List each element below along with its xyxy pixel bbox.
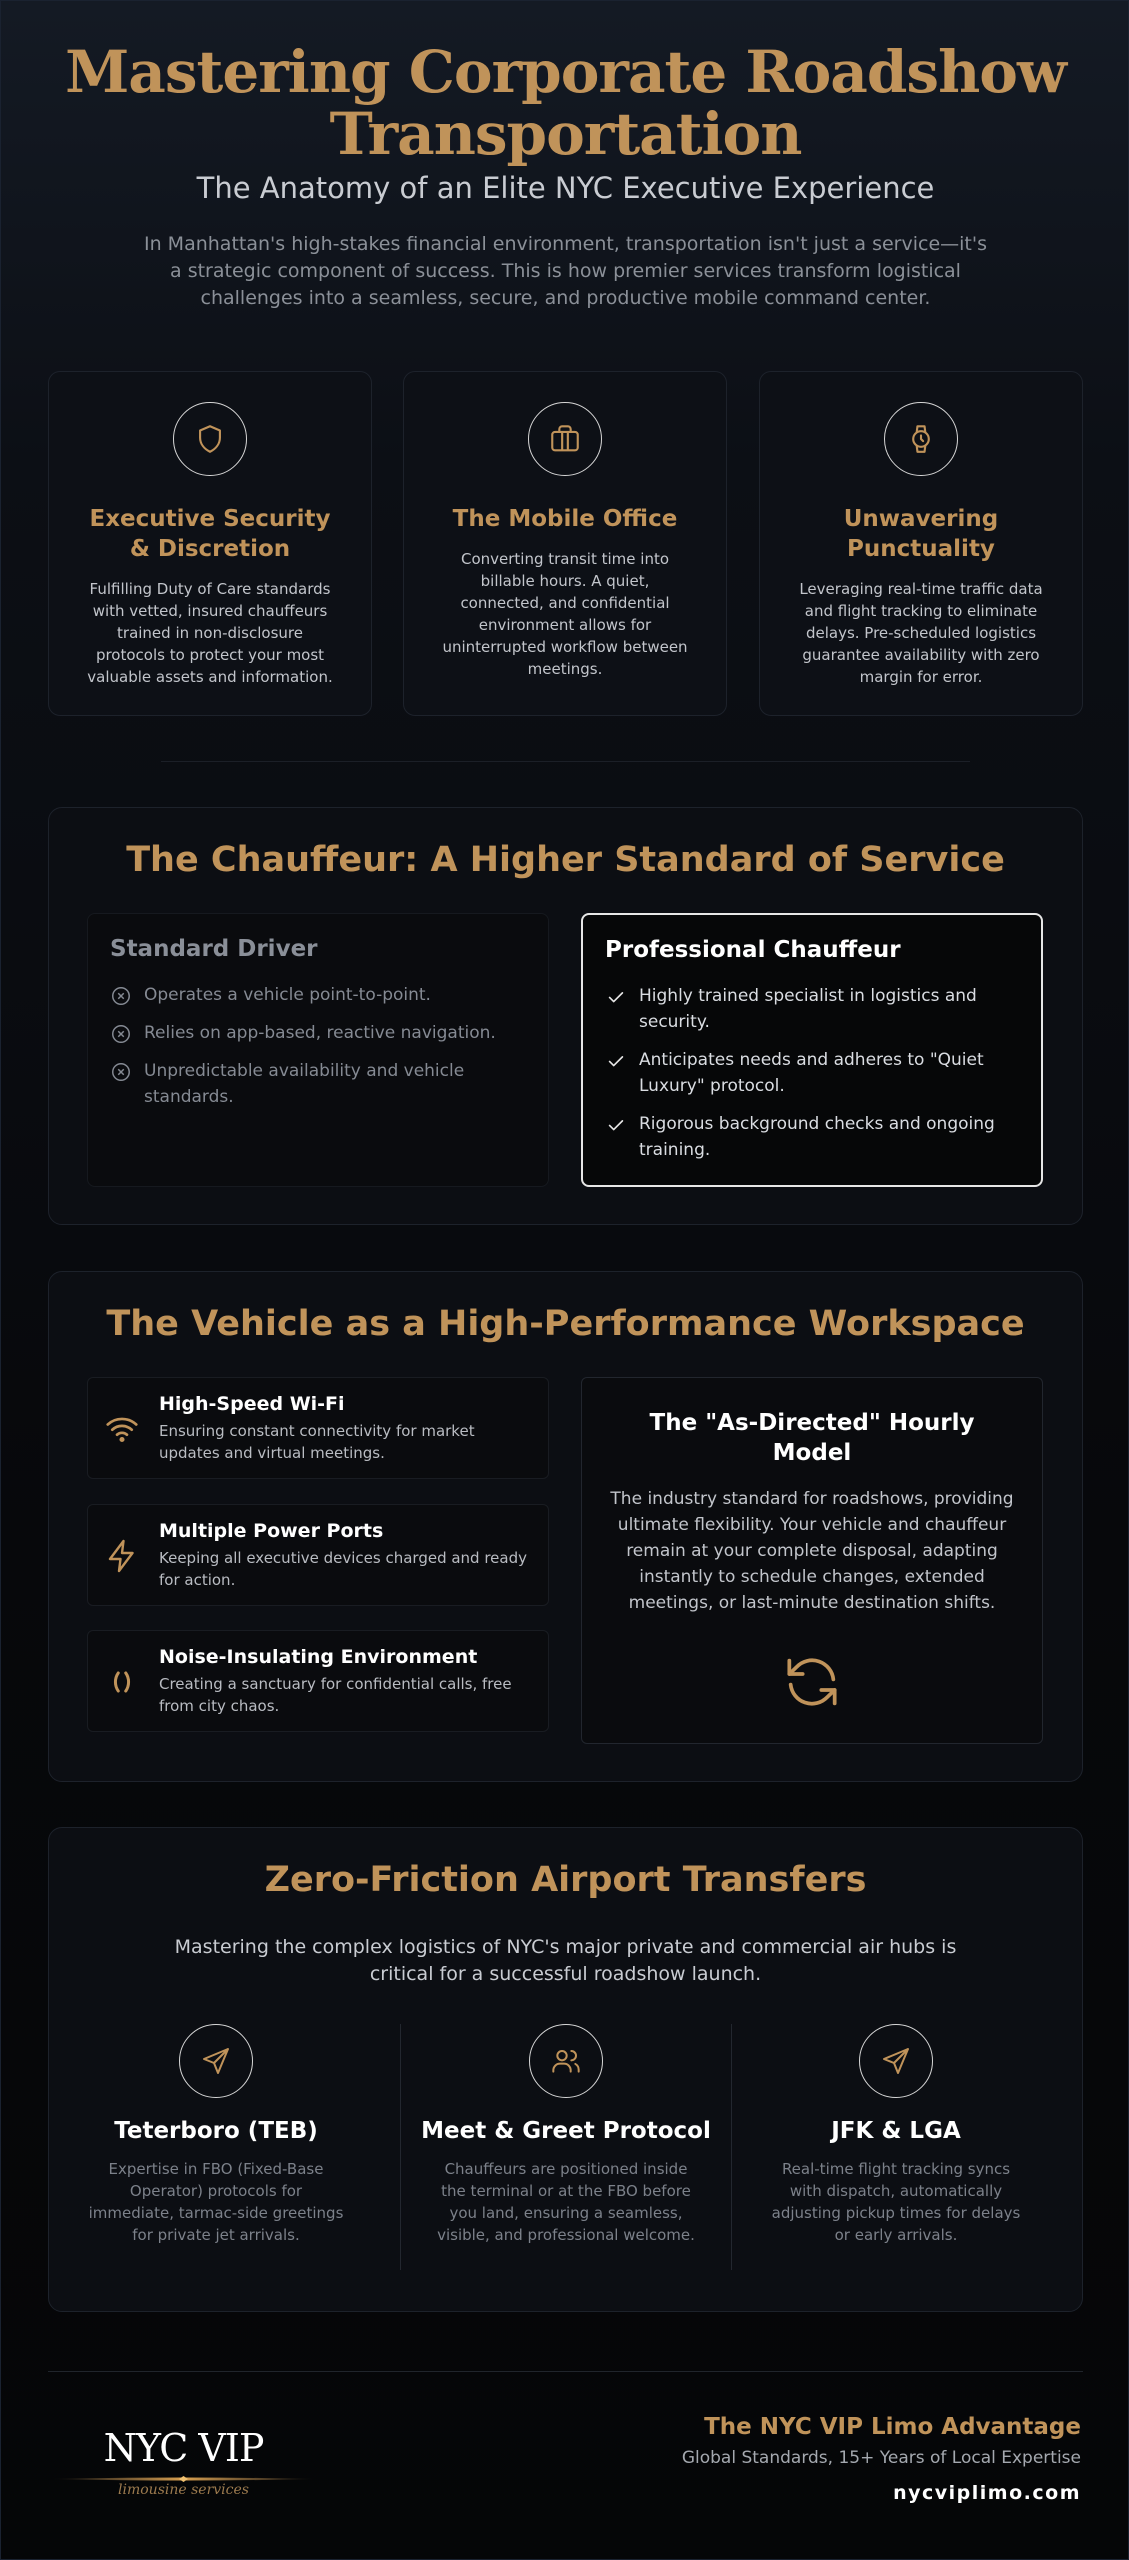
hub-meet-greet [416, 2024, 716, 2246]
pillar-title: Unwavering Punctuality [843, 506, 999, 562]
list-item [110, 982, 528, 1008]
feature-card-noise [87, 1630, 549, 1732]
logo-tagline: limousine services [118, 2482, 249, 2498]
check-icon [605, 1050, 627, 1072]
list-item [110, 1020, 528, 1046]
footer-divider [48, 2371, 1083, 2372]
card-title: The "As-Directed" Hourly Model [649, 1410, 975, 1466]
standard-driver-card [87, 913, 549, 1187]
pillar-card-punctuality [759, 371, 1083, 716]
pillar-text: Fulfilling Duty of Care standards with vetted, insured chauffeurs trained in non-disclosure protocols to protect your most valuable assets and information. [87, 580, 333, 686]
page-subtitle: The Anatomy of an Elite NYC Executive Experience [196, 171, 935, 205]
feature-card-power [87, 1504, 549, 1606]
shield-icon [173, 402, 247, 476]
card-title: Standard Driver [110, 936, 318, 962]
hub-title: Teterboro (TEB) [114, 2118, 318, 2144]
airport-section [48, 1827, 1083, 2312]
list-item [605, 1047, 1021, 1099]
x-circle-icon [110, 1061, 132, 1083]
professional-chauffeur-card [581, 913, 1043, 1187]
feature-title: High-Speed Wi-Fi [159, 1393, 345, 1415]
check-icon [605, 986, 627, 1008]
hub-jfk-lga [746, 2024, 1046, 2246]
refresh-icon [780, 1650, 844, 1714]
list-item-text: Highly trained specialist in logistics and security. [639, 986, 977, 1032]
section-intro: Mastering the complex logistics of NYC's major private and commercial air hubs is critical for a successful roadshow launch. [174, 1936, 957, 1985]
list-item-text: Relies on app-based, reactive navigation. [144, 1023, 496, 1043]
feature-text: Keeping all executive devices charged and ready for action. [159, 1549, 527, 1589]
list-item [605, 983, 1021, 1035]
hub-title: JFK & LGA [831, 2118, 961, 2144]
x-circle-icon [110, 1023, 132, 1045]
hub-text: Real-time flight tracking syncs with dispatch, automatically adjusting pickup times for delays or early arrivals. [771, 2160, 1021, 2244]
hub-text: Expertise in FBO (Fixed-Base Operator) protocols for immediate, tarmac-side greetings for private jet arrivals. [88, 2160, 344, 2244]
vehicle-section [48, 1271, 1083, 1782]
list-item-text: Operates a vehicle point-to-point. [144, 985, 431, 1005]
hub-title: Meet & Greet Protocol [421, 2118, 711, 2144]
pillar-text: Leveraging real-time traffic data and flight tracking to eliminate delays. Pre-scheduled logistics guarantee availability with zero margin for error. [799, 580, 1043, 686]
pillar-card-security [48, 371, 372, 716]
x-circle-icon [110, 985, 132, 1007]
brand-logo[interactable] [51, 2426, 316, 2506]
footer-info [682, 2414, 1081, 2504]
hub-teterboro [66, 2024, 366, 2246]
hub-text: Chauffeurs are positioned inside the terminal or at the FBO before you land, ensuring a seamless, visible, and professional welcome. [437, 2160, 695, 2244]
list-item-text: Unpredictable availability and vehicle standards. [144, 1061, 465, 1107]
list-item-text: Rigorous background checks and ongoing training. [639, 1114, 995, 1160]
column-divider [731, 2024, 732, 2270]
column-divider [400, 2024, 401, 2270]
lightning-icon [104, 1538, 140, 1574]
list-item [605, 1111, 1021, 1163]
pillar-title: Executive Security & Discretion [89, 506, 331, 562]
feature-title: Multiple Power Ports [159, 1520, 384, 1542]
noise-icon [104, 1664, 140, 1700]
hourly-model-card [581, 1377, 1043, 1744]
logo-wordmark: NYC VIP [103, 2426, 264, 2470]
watch-icon [884, 402, 958, 476]
pillars-row [48, 371, 1083, 716]
feature-text: Creating a sanctuary for confidential calls, free from city chaos. [159, 1675, 512, 1715]
pillar-card-mobile-office [403, 371, 727, 716]
card-text: The industry standard for roadshows, providing ultimate flexibility. Your vehicle and chauffeur remain at your complete disposal, adapting instantly to schedule changes, extended meetings, or last-minute destination shifts. [610, 1489, 1014, 1613]
website-link[interactable]: nycviplimo.com [893, 2482, 1081, 2504]
feature-card-wifi [87, 1377, 549, 1479]
pillar-text: Converting transit time into billable hours. A quiet, connected, and confidential environment allows for uninterrupted workflow between meetings. [442, 550, 688, 678]
check-icon [605, 1114, 627, 1136]
footer-subtitle: Global Standards, 15+ Years of Local Expertise [681, 2448, 1081, 2468]
users-icon [529, 2024, 603, 2098]
send-icon [179, 2024, 253, 2098]
pillar-title: The Mobile Office [452, 506, 678, 532]
page-title: Mastering Corporate Roadshow Transportation [65, 38, 1066, 168]
wifi-icon [104, 1411, 140, 1447]
list-item [110, 1058, 528, 1110]
list-item-text: Anticipates needs and adheres to "Quiet Luxury" protocol. [639, 1050, 984, 1096]
send-icon [859, 2024, 933, 2098]
chauffeur-section [48, 807, 1083, 1225]
feature-title: Noise-Insulating Environment [159, 1646, 478, 1668]
intro-paragraph: In Manhattan's high-stakes financial environment, transportation isn't just a service—it's a strategic component of success. This is how premier services transform logistical challenges into a seamless, secure, and productive mobile command center. [144, 233, 987, 309]
footer-title: The NYC VIP Limo Advantage [704, 2414, 1081, 2440]
section-title: Zero-Friction Airport Transfers [264, 1860, 867, 1900]
section-title: The Vehicle as a High-Performance Workspace [106, 1304, 1025, 1344]
briefcase-icon [528, 402, 602, 476]
section-title: The Chauffeur: A Higher Standard of Service [126, 840, 1005, 880]
card-title: Professional Chauffeur [605, 937, 901, 963]
feature-text: Ensuring constant connectivity for market updates and virtual meetings. [159, 1422, 475, 1462]
section-divider [161, 761, 970, 762]
